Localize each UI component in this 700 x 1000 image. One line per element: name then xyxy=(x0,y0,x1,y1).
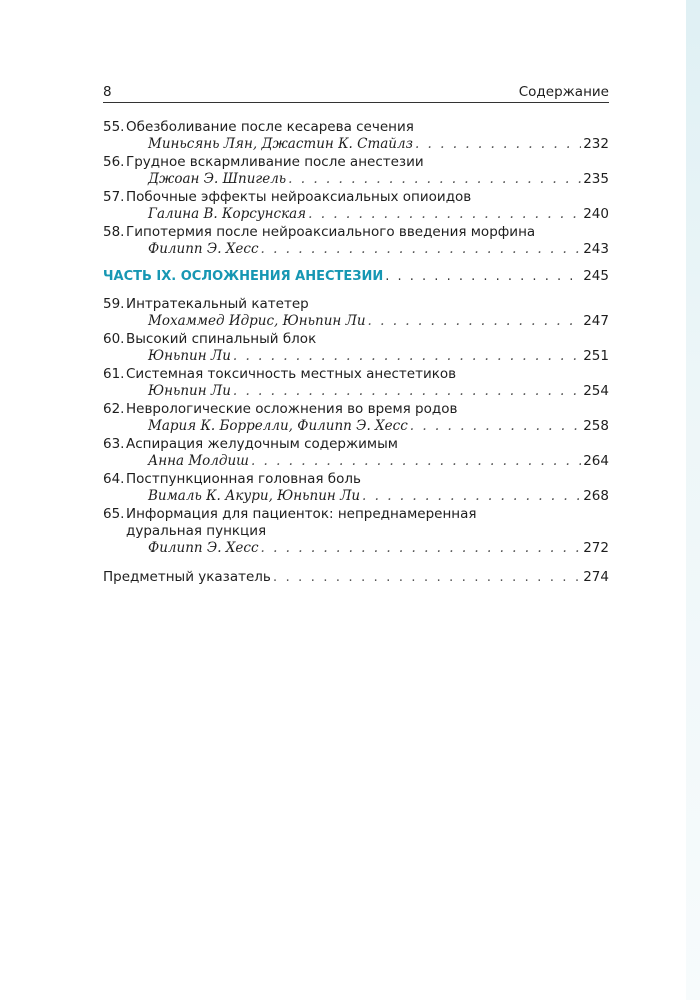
dot-leader xyxy=(362,488,581,505)
chapter-number: 57. xyxy=(103,189,125,205)
chapter-title[interactable]: Гипотермия после нейроаксиального введения морфина xyxy=(126,224,536,240)
toc-entry xyxy=(103,401,609,435)
dot-leader xyxy=(410,418,581,435)
table-of-contents xyxy=(103,119,609,586)
toc-entry xyxy=(103,331,609,365)
dot-leader xyxy=(261,540,582,557)
chapter-page: 235 xyxy=(583,171,609,187)
chapter-title[interactable]: Грудное вскармливание после анестезии xyxy=(126,154,424,170)
chapter-authors: Вималь К. Акури, Юньпин Ли xyxy=(148,488,361,504)
chapter-title[interactable]: Обезболивание после кесарева сечения xyxy=(126,119,414,135)
chapter-number: 56. xyxy=(103,154,125,170)
chapter-title[interactable]: Системная токсичность местных анестетиков xyxy=(126,366,457,382)
chapter-page: 243 xyxy=(583,241,609,257)
chapter-number: 64. xyxy=(103,471,125,487)
chapter-page: 251 xyxy=(583,348,609,364)
dot-leader xyxy=(288,171,581,188)
page-number: 8 xyxy=(103,84,112,100)
chapter-authors: Юньпин Ли xyxy=(148,348,231,364)
chapter-number: 65. xyxy=(103,506,125,522)
chapter-number: 59. xyxy=(103,296,125,312)
toc-entry xyxy=(103,471,609,505)
chapter-number: 62. xyxy=(103,401,125,417)
chapter-number: 61. xyxy=(103,366,125,382)
chapter-title[interactable]: Неврологические осложнения во время родов xyxy=(126,401,458,417)
dot-leader xyxy=(415,136,581,153)
section-title: Содержание xyxy=(518,84,609,100)
dot-leader xyxy=(251,453,581,470)
index-page: 274 xyxy=(583,569,609,585)
dot-leader xyxy=(273,569,581,586)
chapter-authors: Джоан Э. Шпигель xyxy=(148,171,287,187)
dot-leader xyxy=(385,268,581,285)
chapter-page: 268 xyxy=(583,488,609,504)
chapter-number: 58. xyxy=(103,224,125,240)
page-edge-strip xyxy=(686,0,700,1000)
running-header xyxy=(103,80,609,103)
chapter-page: 232 xyxy=(583,136,609,152)
dot-leader xyxy=(233,348,581,365)
toc-entry xyxy=(103,506,609,557)
chapter-authors: Галина В. Корсунская xyxy=(148,206,307,222)
chapter-number: 55. xyxy=(103,119,125,135)
chapter-authors: Филипп Э. Хесс xyxy=(148,540,259,556)
dot-leader xyxy=(308,206,581,223)
index-entry xyxy=(103,569,609,586)
chapter-title-line2[interactable]: дуральная пункция xyxy=(126,523,267,539)
chapter-authors: Юньпин Ли xyxy=(148,383,231,399)
chapter-number: 60. xyxy=(103,331,125,347)
toc-entry xyxy=(103,224,609,258)
chapter-title-line1[interactable]: Информация для пациенток: непреднамеренная xyxy=(126,506,477,522)
toc-entry xyxy=(103,296,609,330)
chapter-page: 272 xyxy=(583,540,609,556)
chapter-page: 247 xyxy=(583,313,609,329)
toc-entry xyxy=(103,119,609,153)
chapter-number: 63. xyxy=(103,436,125,452)
part-title[interactable]: ЧАСТЬ IX. ОСЛОЖНЕНИЯ АНЕСТЕЗИИ xyxy=(103,269,384,284)
chapter-title[interactable]: Аспирация желудочным содержимым xyxy=(126,436,398,452)
chapter-authors: Мохаммед Идрис, Юньпин Ли xyxy=(148,313,366,329)
chapter-page: 240 xyxy=(583,206,609,222)
chapter-title[interactable]: Высокий спинальный блок xyxy=(126,331,317,347)
chapter-page: 258 xyxy=(583,418,609,434)
toc-entry xyxy=(103,436,609,470)
chapter-authors: Мария К. Боррелли, Филипп Э. Хесс xyxy=(148,418,408,434)
chapter-page: 254 xyxy=(583,383,609,399)
chapter-title[interactable]: Побочные эффекты нейроаксиальных опиоидов xyxy=(126,189,472,205)
chapter-authors: Анна Молдиш xyxy=(148,453,249,469)
index-title[interactable]: Предметный указатель xyxy=(103,569,271,585)
part-page: 245 xyxy=(583,268,609,284)
dot-leader xyxy=(368,313,582,330)
toc-entry xyxy=(103,154,609,188)
toc-entry xyxy=(103,366,609,400)
chapter-authors: Миньсянь Лян, Джастин К. Стайлз xyxy=(148,136,413,152)
part-heading xyxy=(103,268,609,285)
toc-page xyxy=(103,80,609,586)
dot-leader xyxy=(233,383,581,400)
chapter-title[interactable]: Интратекальный катетер xyxy=(126,296,309,312)
chapter-authors: Филипп Э. Хесс xyxy=(148,241,259,257)
chapter-page: 264 xyxy=(583,453,609,469)
dot-leader xyxy=(261,241,582,258)
toc-entry xyxy=(103,189,609,223)
chapter-title[interactable]: Постпункционная головная боль xyxy=(126,471,361,487)
